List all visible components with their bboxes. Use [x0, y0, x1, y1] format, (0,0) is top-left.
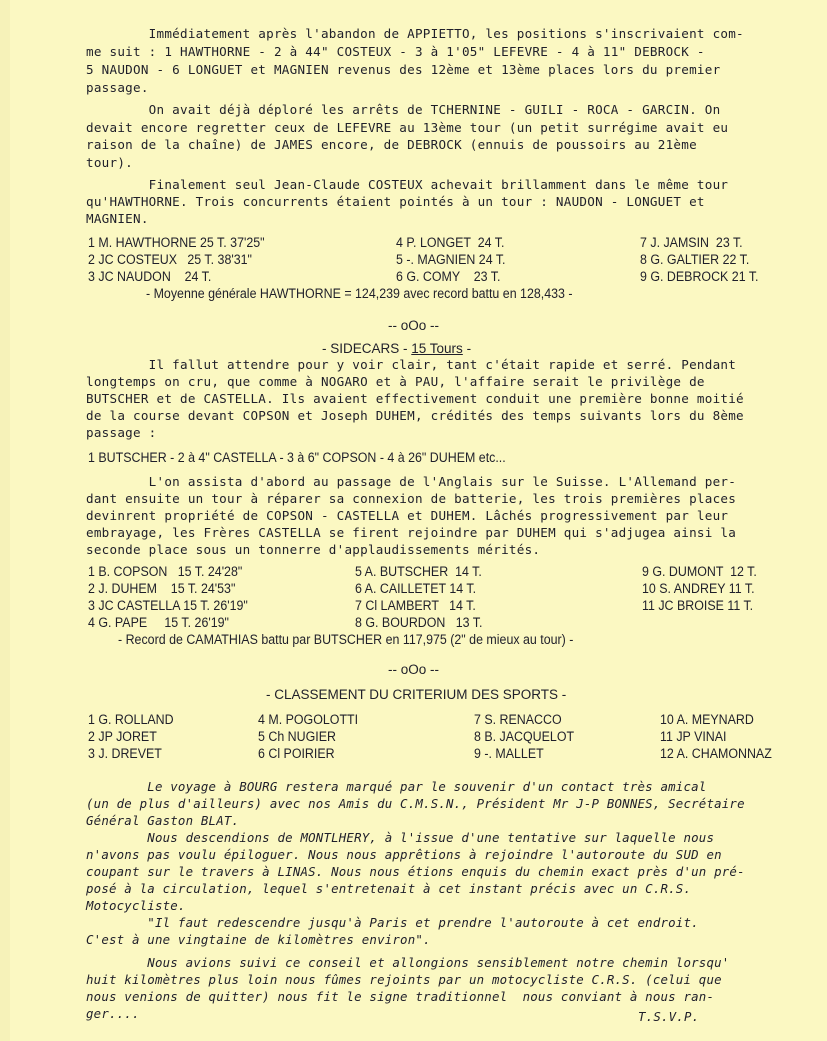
result-row: 11 JC BROISE 11 T. [642, 598, 754, 613]
criterium-row: 1 G. ROLLAND [88, 712, 174, 727]
result-row: 9 G. DUMONT 12 T. [642, 564, 757, 579]
sidecars-heading-laps: 15 Tours [411, 341, 463, 356]
criterium-row: 7 S. RENACCO [474, 712, 562, 727]
criterium-row: 9 -. MALLET [474, 746, 544, 761]
please-turn-over: T.S.V.P. [638, 1009, 700, 1024]
sidecar-line: L'on assista d'abord au passage de l'Anglais sur le Suisse. L'Allemand per- [86, 474, 737, 489]
criterium-row: 8 B. JACQUELOT [474, 729, 575, 744]
sidecar-line: seconde place sous un tonnerre d'applaudissements mérités. [86, 542, 541, 557]
result-row: 9 G. DEBROCK 21 T. [640, 269, 759, 284]
result-row: 5 -. MAGNIEN 24 T. [396, 252, 506, 267]
story-line: n'avons pas voulu épiloguer. Nous nous apprêtions à rejoindre l'autoroute du SUD en [86, 847, 722, 862]
page-edge-shadow [0, 0, 10, 1041]
result-row: 3 JC NAUDON 24 T. [88, 269, 212, 284]
criterium-row: 6 Cl POIRIER [258, 746, 335, 761]
result-row: 8 G. BOURDON 13 T. [355, 615, 483, 630]
story-line: nous venions de quitter) nous fit le signe traditionnel nous conviant à nous ran- [86, 989, 715, 1004]
story-line: C'est à une vingtaine de kilomètres environ". [86, 932, 431, 947]
criterium-row: 5 Ch NUGIER [258, 729, 336, 744]
result-row: 6 G. COMY 23 T. [396, 269, 501, 284]
sidecar-line: embrayage, les Frères CASTELLA se firent rejoindre par DUHEM qui s'adjugea ainsi la [86, 525, 737, 540]
sidecar-line: dant ensuite un tour à réparer sa connexion de batterie, les trois premières places [86, 491, 737, 506]
sidecars-heading-prefix: - SIDECARS - [322, 341, 412, 356]
result-row: 2 J. DUHEM 15 T. 24'53" [88, 581, 236, 596]
report-line: 5 NAUDON - 6 LONGUET et MAGNIEN revenus des 12ème et 13ème places lors du premier [86, 62, 721, 77]
story-line: ger.... [86, 1006, 140, 1021]
result-row: 4 G. PAPE 15 T. 26'19" [88, 615, 229, 630]
sidecar-standings: 1 BUTSCHER - 2 à 4" CASTELLA - 3 à 6" COPSON - 4 à 26" DUHEM etc... [88, 450, 506, 465]
story-line: coupant sur le travers à LINAS. Nous nous étions enquis du chemin exact près d'un pré- [86, 864, 745, 879]
criterium-row: 4 M. POGOLOTTI [258, 712, 359, 727]
report-line: tour). [86, 155, 133, 170]
criterium-row: 3 J. DREVET [88, 746, 162, 761]
result-row: 7 Cl LAMBERT 14 T. [355, 598, 476, 613]
story-line: Motocycliste. [86, 898, 186, 913]
result-row: 4 P. LONGET 24 T. [396, 235, 505, 250]
report-line: passage. [86, 80, 149, 95]
result-row: 1 M. HAWTHORNE 25 T. 37'25" [88, 235, 265, 250]
criterium-row: 12 A. CHAMONNAZ [660, 746, 772, 761]
story-line: "Il faut redescendre jusqu'à Paris et prendre l'autoroute à cet endroit. [86, 915, 699, 930]
report-line: qu'HAWTHORNE. Trois concurrents étaient pointés à un tour : NAUDON - LONGUET et [86, 194, 705, 209]
sidecar-line: BUTSCHER et de CASTELLA. Ils avaient effectivement conduit une première bonne moitié [86, 391, 744, 406]
result-row: 6 A. CAILLETET 14 T. [355, 581, 477, 596]
criterium-row: 11 JP VINAI [660, 729, 727, 744]
report-line: raison de la chaîne) de JAMES encore, de DEBROCK (ennuis de poussoirs au 21ème [86, 137, 697, 152]
story-line: (un de plus d'ailleurs) avec nos Amis du C.M.S.N., Président Mr J-P BONNES, Secrétaire [86, 796, 745, 811]
average-speed: - Moyenne générale HAWTHORNE = 124,239 avec record battu en 128,433 - [146, 286, 573, 301]
criterium-heading: - CLASSEMENT DU CRITERIUM DES SPORTS - [266, 687, 567, 702]
sidecar-line: longtemps on cru, que comme à NOGARO et à PAU, l'affaire serait le privilège de [86, 374, 705, 389]
story-line: posé à la circulation, lequel s'entretenait à cet instant précis avec un C.R.S. [86, 881, 692, 896]
result-row: 5 A. BUTSCHER 14 T. [355, 564, 482, 579]
sidecars-heading-suffix: - [462, 341, 472, 356]
criterium-row: 2 JP JORET [88, 729, 157, 744]
sidecar-line: Il fallut attendre pour y voir clair, tant c'était rapide et serré. Pendant [86, 357, 737, 372]
separator: -- oOo -- [388, 318, 440, 333]
criterium-row: 10 A. MEYNARD [660, 712, 754, 727]
sidecar-line: passage : [86, 425, 157, 440]
report-line: devait encore regretter ceux de LEFEVRE au 13ème tour (un petit surrégime avait eu [86, 120, 729, 135]
sidecar-line: devinrent propriété de COPSON - CASTELLA et DUHEM. Lâchés progressivement par leur [86, 508, 729, 523]
sidecar-line: de la course devant COPSON et Joseph DUHEM, crédités des temps suivants lors du 8ème [86, 408, 744, 423]
result-row: 1 B. COPSON 15 T. 24'28" [88, 564, 243, 579]
separator: -- oOo -- [388, 662, 440, 677]
result-row: 10 S. ANDREY 11 T. [642, 581, 755, 596]
story-line: Général Gaston BLAT. [86, 813, 240, 828]
report-line: Immédiatement après l'abandon de APPIETTO, les positions s'inscrivaient com- [86, 26, 744, 41]
report-line: me suit : 1 HAWTHORNE - 2 à 44" COSTEUX - 3 à 1'05" LEFEVRE - 4 à 11" DEBROCK - [86, 44, 705, 59]
story-line: Le voyage à BOURG restera marqué par le souvenir d'un contact très amical [86, 779, 707, 794]
result-row: 2 JC COSTEUX 25 T. 38'31" [88, 252, 252, 267]
sidecars-heading [322, 340, 471, 357]
report-line: Finalement seul Jean-Claude COSTEUX achevait brillamment dans le même tour [86, 177, 729, 192]
story-line: Nous descendions de MONTLHERY, à l'issue d'une tentative sur laquelle nous [86, 830, 715, 845]
result-row: 7 J. JAMSIN 23 T. [640, 235, 743, 250]
sidecar-record: - Record de CAMATHIAS battu par BUTSCHER en 117,975 (2" de mieux au tour) - [118, 632, 574, 647]
result-row: 3 JC CASTELLA 15 T. 26'19" [88, 598, 248, 613]
report-line: MAGNIEN. [86, 211, 149, 226]
story-line: Nous avions suivi ce conseil et allongions sensiblement notre chemin lorsqu' [86, 955, 730, 970]
report-line: On avait déjà déploré les arrêts de TCHERNINE - GUILI - ROCA - GARCIN. On [86, 102, 721, 117]
result-row: 8 G. GALTIER 22 T. [640, 252, 750, 267]
story-line: huit kilomètres plus loin nous fûmes rejoints par un motocycliste C.R.S. (celui que [86, 972, 722, 987]
